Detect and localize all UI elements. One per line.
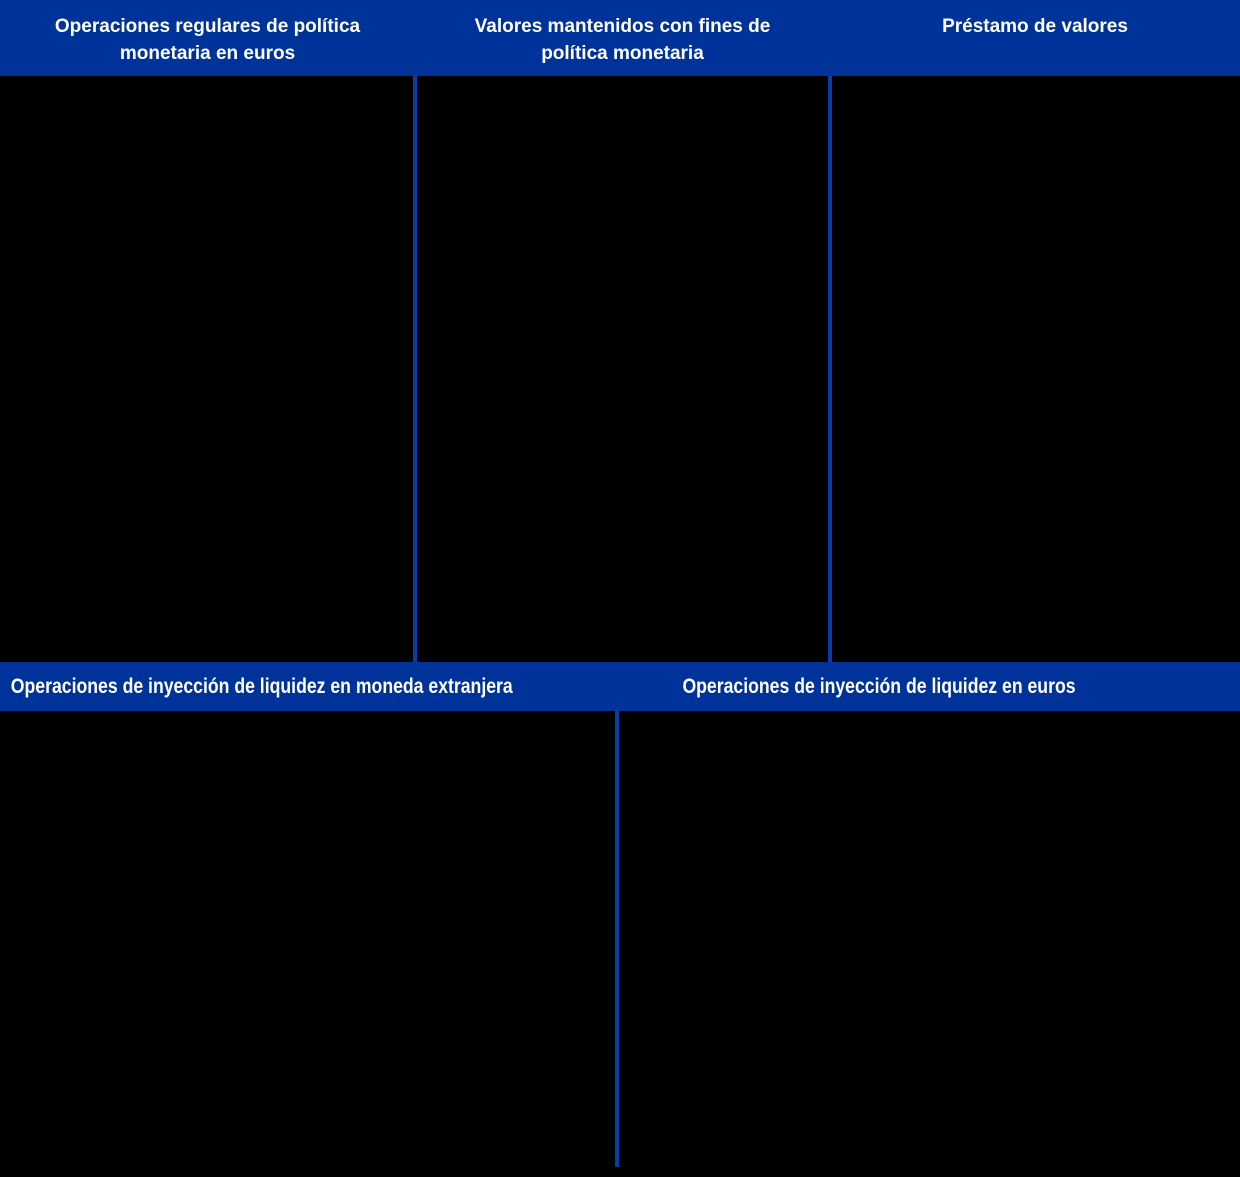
panel-title-line: Operaciones de inyección de liquidez en euros bbox=[682, 674, 1076, 698]
panel-divider-top-left bbox=[413, 76, 417, 662]
bottom-header-bar bbox=[0, 662, 1240, 711]
panel-title-regular-monetary-operations bbox=[0, 0, 415, 76]
panel-title-line: Préstamo de valores bbox=[942, 16, 1128, 37]
panel-divider-top-right bbox=[828, 76, 832, 662]
panel-title-securities-lending bbox=[830, 0, 1240, 76]
plot-area-securities-held-monetary-policy bbox=[417, 76, 828, 662]
panel-title-line: Operaciones regulares de política bbox=[54, 16, 361, 37]
plot-area-securities-lending bbox=[832, 76, 1240, 662]
panel-divider-bottom bbox=[615, 711, 619, 1167]
plot-area-euro-liquidity-operations bbox=[619, 711, 1240, 1167]
top-header-bar bbox=[0, 0, 1240, 76]
panel-title-line: monetaria en euros bbox=[119, 43, 296, 64]
panel-title-line: Valores mantenidos con fines de bbox=[474, 16, 771, 37]
panel-title-line: Operaciones de inyección de liquidez en moneda extranjera bbox=[11, 674, 513, 698]
plot-area-regular-monetary-operations bbox=[0, 76, 413, 662]
panel-title-line: política monetaria bbox=[541, 43, 704, 64]
panel-title-fx-liquidity-operations bbox=[0, 662, 524, 711]
panel-title-euro-liquidity-operations bbox=[617, 662, 1141, 711]
panel-title-securities-held-monetary-policy bbox=[415, 0, 830, 76]
plot-area-fx-liquidity-operations bbox=[0, 711, 615, 1167]
